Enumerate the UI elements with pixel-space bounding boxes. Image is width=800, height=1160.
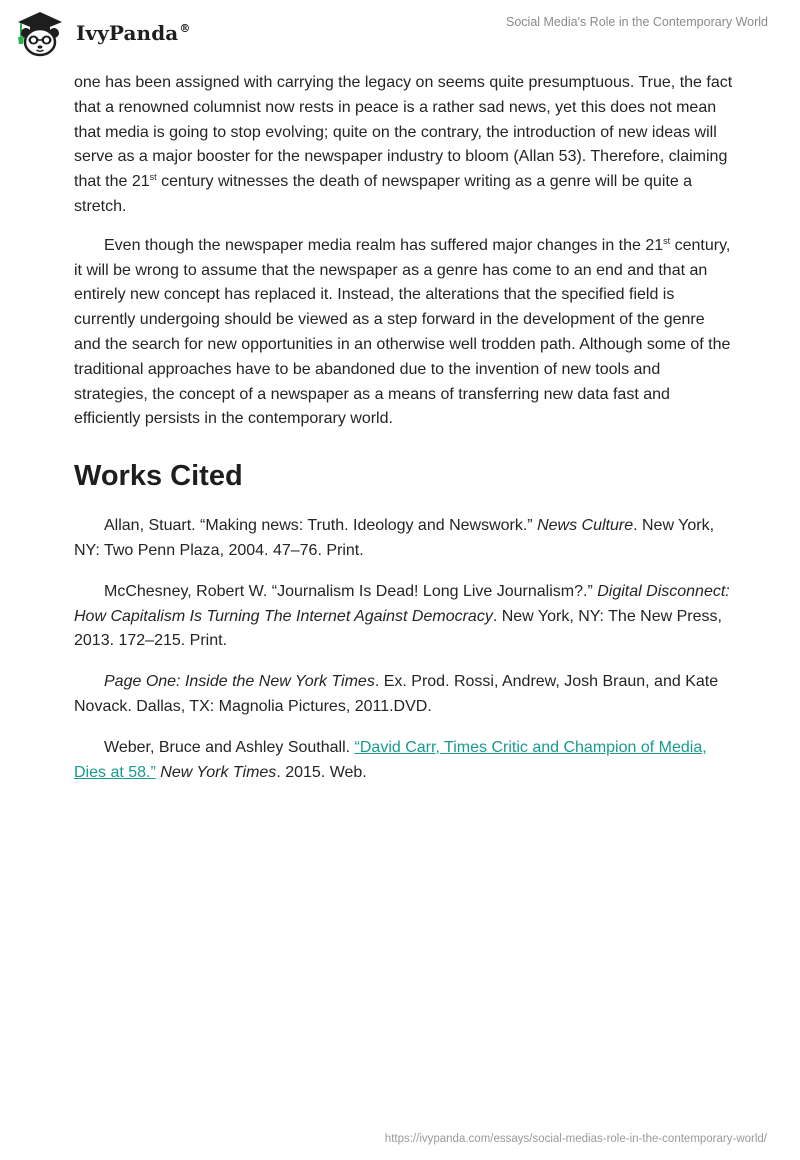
essay-content <box>74 71 734 785</box>
source-url[interactable]: https://ivypanda.com/essays/social-medias-role-in-the-contemporary-world/ <box>384 1133 767 1145</box>
superscript: st <box>149 172 157 183</box>
citation-link[interactable]: “David Carr, Times Critic and Champion of Media, Dies at 58.” <box>74 738 707 781</box>
panda-graduate-icon <box>14 9 66 57</box>
works-cited-heading: Works Cited <box>74 460 243 493</box>
citation-page-one: Page One: Inside the New York Times. Ex. Prod. Rossi, Andrew, Josh Braun, and Kate Novack. Dallas, TX: Magnolia Pictures, 2011.DVD. <box>74 673 719 715</box>
page-header <box>0 0 800 70</box>
registered-mark: ® <box>179 22 191 36</box>
works-cited-list <box>74 514 734 785</box>
citation-weber: Weber, Bruce and Ashley Southall. “David Carr, Times Critic and Champion of Media, Dies at 58.” New York Times. 2015. Web. <box>74 738 707 781</box>
citation-mcchesney: McChesney, Robert W. “Journalism Is Dead! Long Live Journalism?.” Digital Disconnect: How Capitalism Is Turning The Internet Against Democracy. New York, NY: The New Press, 2013. 172–215. Print. <box>74 582 730 650</box>
paragraph-2: Even though the newspaper media realm has suffered major changes in the 21st century, it will be wrong to assume that the newspaper as a genre has come to an end and that an entirely new concept has replaced it. Instead, the alterations that the specified field is currently undergoing should be viewed as a step forward in the development of the genre and the search for new opportunities in an otherwise well trodden path. Although some of the traditional approaches have to be abandoned due to the invention of new tools and strategies, the concept of a newspaper as a means of transferring new data fast and efficiently persists in the contemporary world. <box>74 235 731 428</box>
brand-name: IvyPanda® <box>76 21 191 45</box>
citation-allan: Allan, Stuart. “Making news: Truth. Ideology and Newswork.” News Culture. New York, NY: Two Penn Plaza, 2004. 47–76. Print. <box>74 517 715 559</box>
superscript: st <box>663 235 671 246</box>
document-title: Social Media's Role in the Contemporary World <box>506 15 768 29</box>
ivypanda-logo[interactable] <box>14 9 204 57</box>
paragraph-1: one has been assigned with carrying the legacy on seems quite presumptuous. True, the fact that a renowned columnist now rests in peace is a rather sad news, yet this does not mean that media is going to stop evolving; quite on the contrary, the introduction of new ideas will serve as a major booster for the newspaper industry to bloom (Allan 53). Therefore, claiming that the 21st century witnesses the death of newspaper writing as a genre will be quite a stretch. <box>74 74 733 215</box>
